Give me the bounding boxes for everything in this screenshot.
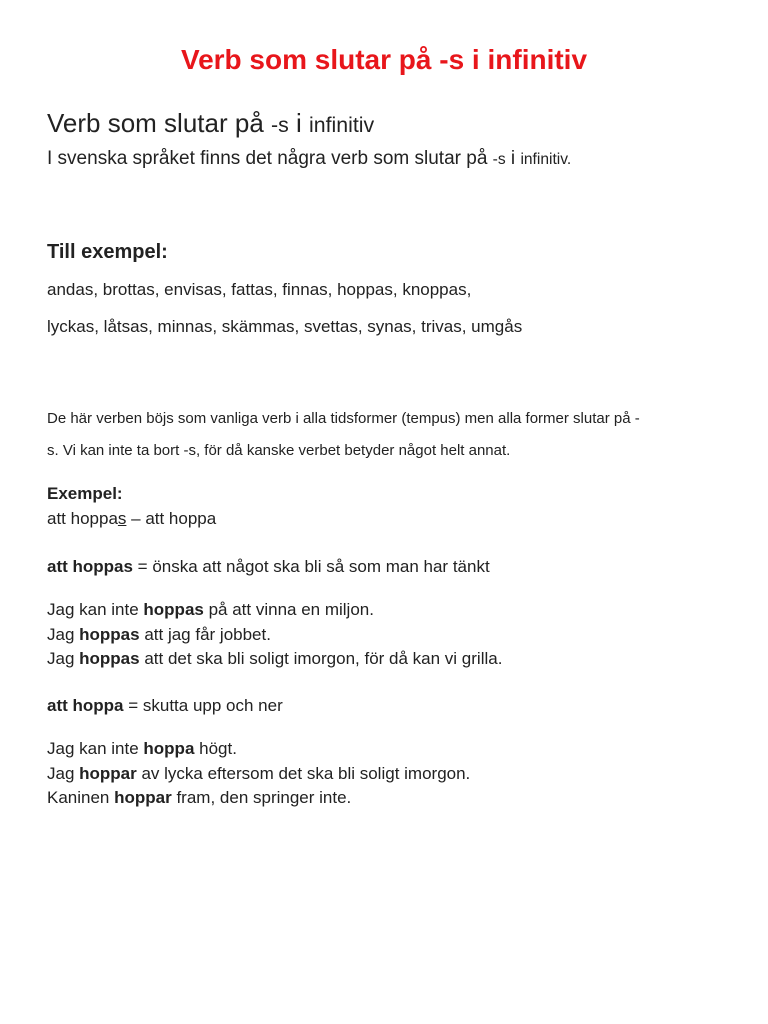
sentence-text: högt.: [194, 739, 237, 758]
definition-meaning: = skutta upp och ner: [123, 696, 283, 715]
definition-term: att hoppa: [47, 696, 124, 715]
sentence-text: av lycka eftersom det ska bli soligt imorgon.: [136, 763, 471, 783]
sentence: [47, 737, 470, 762]
sentence-verb: hoppas: [79, 649, 140, 668]
definition-term: att hoppas: [47, 557, 133, 576]
sentence-text: Kaninen: [47, 788, 115, 807]
sentence-verb: hoppas: [79, 624, 140, 644]
sentence-text: Jag kan inte: [47, 600, 144, 619]
sentence: [47, 623, 502, 648]
sentence: [47, 762, 470, 787]
document-title: Verb som slutar på -s i infinitiv: [180, 44, 588, 75]
section-heading: [47, 108, 374, 139]
sentence-text: Jag: [47, 763, 80, 783]
example-label: Exempel:: [47, 484, 123, 503]
intro-sentence: [47, 148, 571, 170]
sentence-text: fram, den springer inte.: [171, 788, 352, 807]
sentence-text: på att vinna en miljon.: [203, 600, 374, 619]
intro-suffix: -s: [492, 151, 506, 168]
sentence-text: Jag: [47, 624, 80, 644]
sentence-verb: hoppar: [114, 788, 172, 807]
sentence: [47, 647, 502, 672]
hoppas-sentences: [47, 598, 502, 672]
heading-mid: i: [288, 108, 309, 138]
heading-pre: Verb som slutar på: [47, 108, 271, 138]
heading-tail: infinitiv: [309, 113, 375, 137]
sentence-text: att jag får jobbet.: [139, 624, 271, 644]
sentence: [47, 786, 470, 811]
explanation-line-2: s. Vi kan inte ta bort -s, för då kanske verbet betyder något helt annat.: [47, 442, 511, 459]
example-a-underlined-s: s: [117, 509, 127, 528]
heading-suffix: -s: [271, 113, 289, 137]
sentence-verb: hoppar: [79, 763, 137, 783]
sentence-verb: hoppas: [143, 600, 204, 619]
sentence-text: Jag: [47, 649, 80, 668]
example-a: att hoppa: [47, 509, 118, 528]
definition-hoppa: [47, 696, 283, 716]
intro-mid: i: [505, 148, 521, 169]
intro-tail: infinitiv.: [520, 151, 572, 168]
examples-heading: Till exempel:: [47, 241, 168, 263]
hoppa-sentences: [47, 737, 470, 811]
intro-pre: I svenska språket finns det några verb som slutar på: [47, 148, 493, 169]
explanation-paragraph: [47, 403, 727, 467]
definition-meaning: = önska att något ska bli så som man har tänkt: [132, 557, 490, 576]
example-b: att hoppa: [145, 509, 217, 528]
example-pair: [47, 509, 216, 529]
example-sep: –: [126, 509, 146, 528]
definition-hoppas: [47, 557, 490, 577]
verb-list-line-1: andas, brottas, envisas, fattas, finnas, hoppas, knoppas,: [47, 280, 472, 299]
sentence: [47, 598, 502, 623]
sentence-text: att det ska bli soligt imorgon, för då kan vi grilla.: [139, 649, 503, 668]
sentence-verb: hoppa: [143, 739, 195, 758]
verb-list-line-2: lyckas, låtsas, minnas, skämmas, svettas, synas, trivas, umgås: [47, 317, 523, 336]
explanation-line-1: De här verben böjs som vanliga verb i alla tidsformer (tempus) men alla former slutar på -: [47, 410, 640, 427]
sentence-text: Jag kan inte: [47, 739, 144, 758]
